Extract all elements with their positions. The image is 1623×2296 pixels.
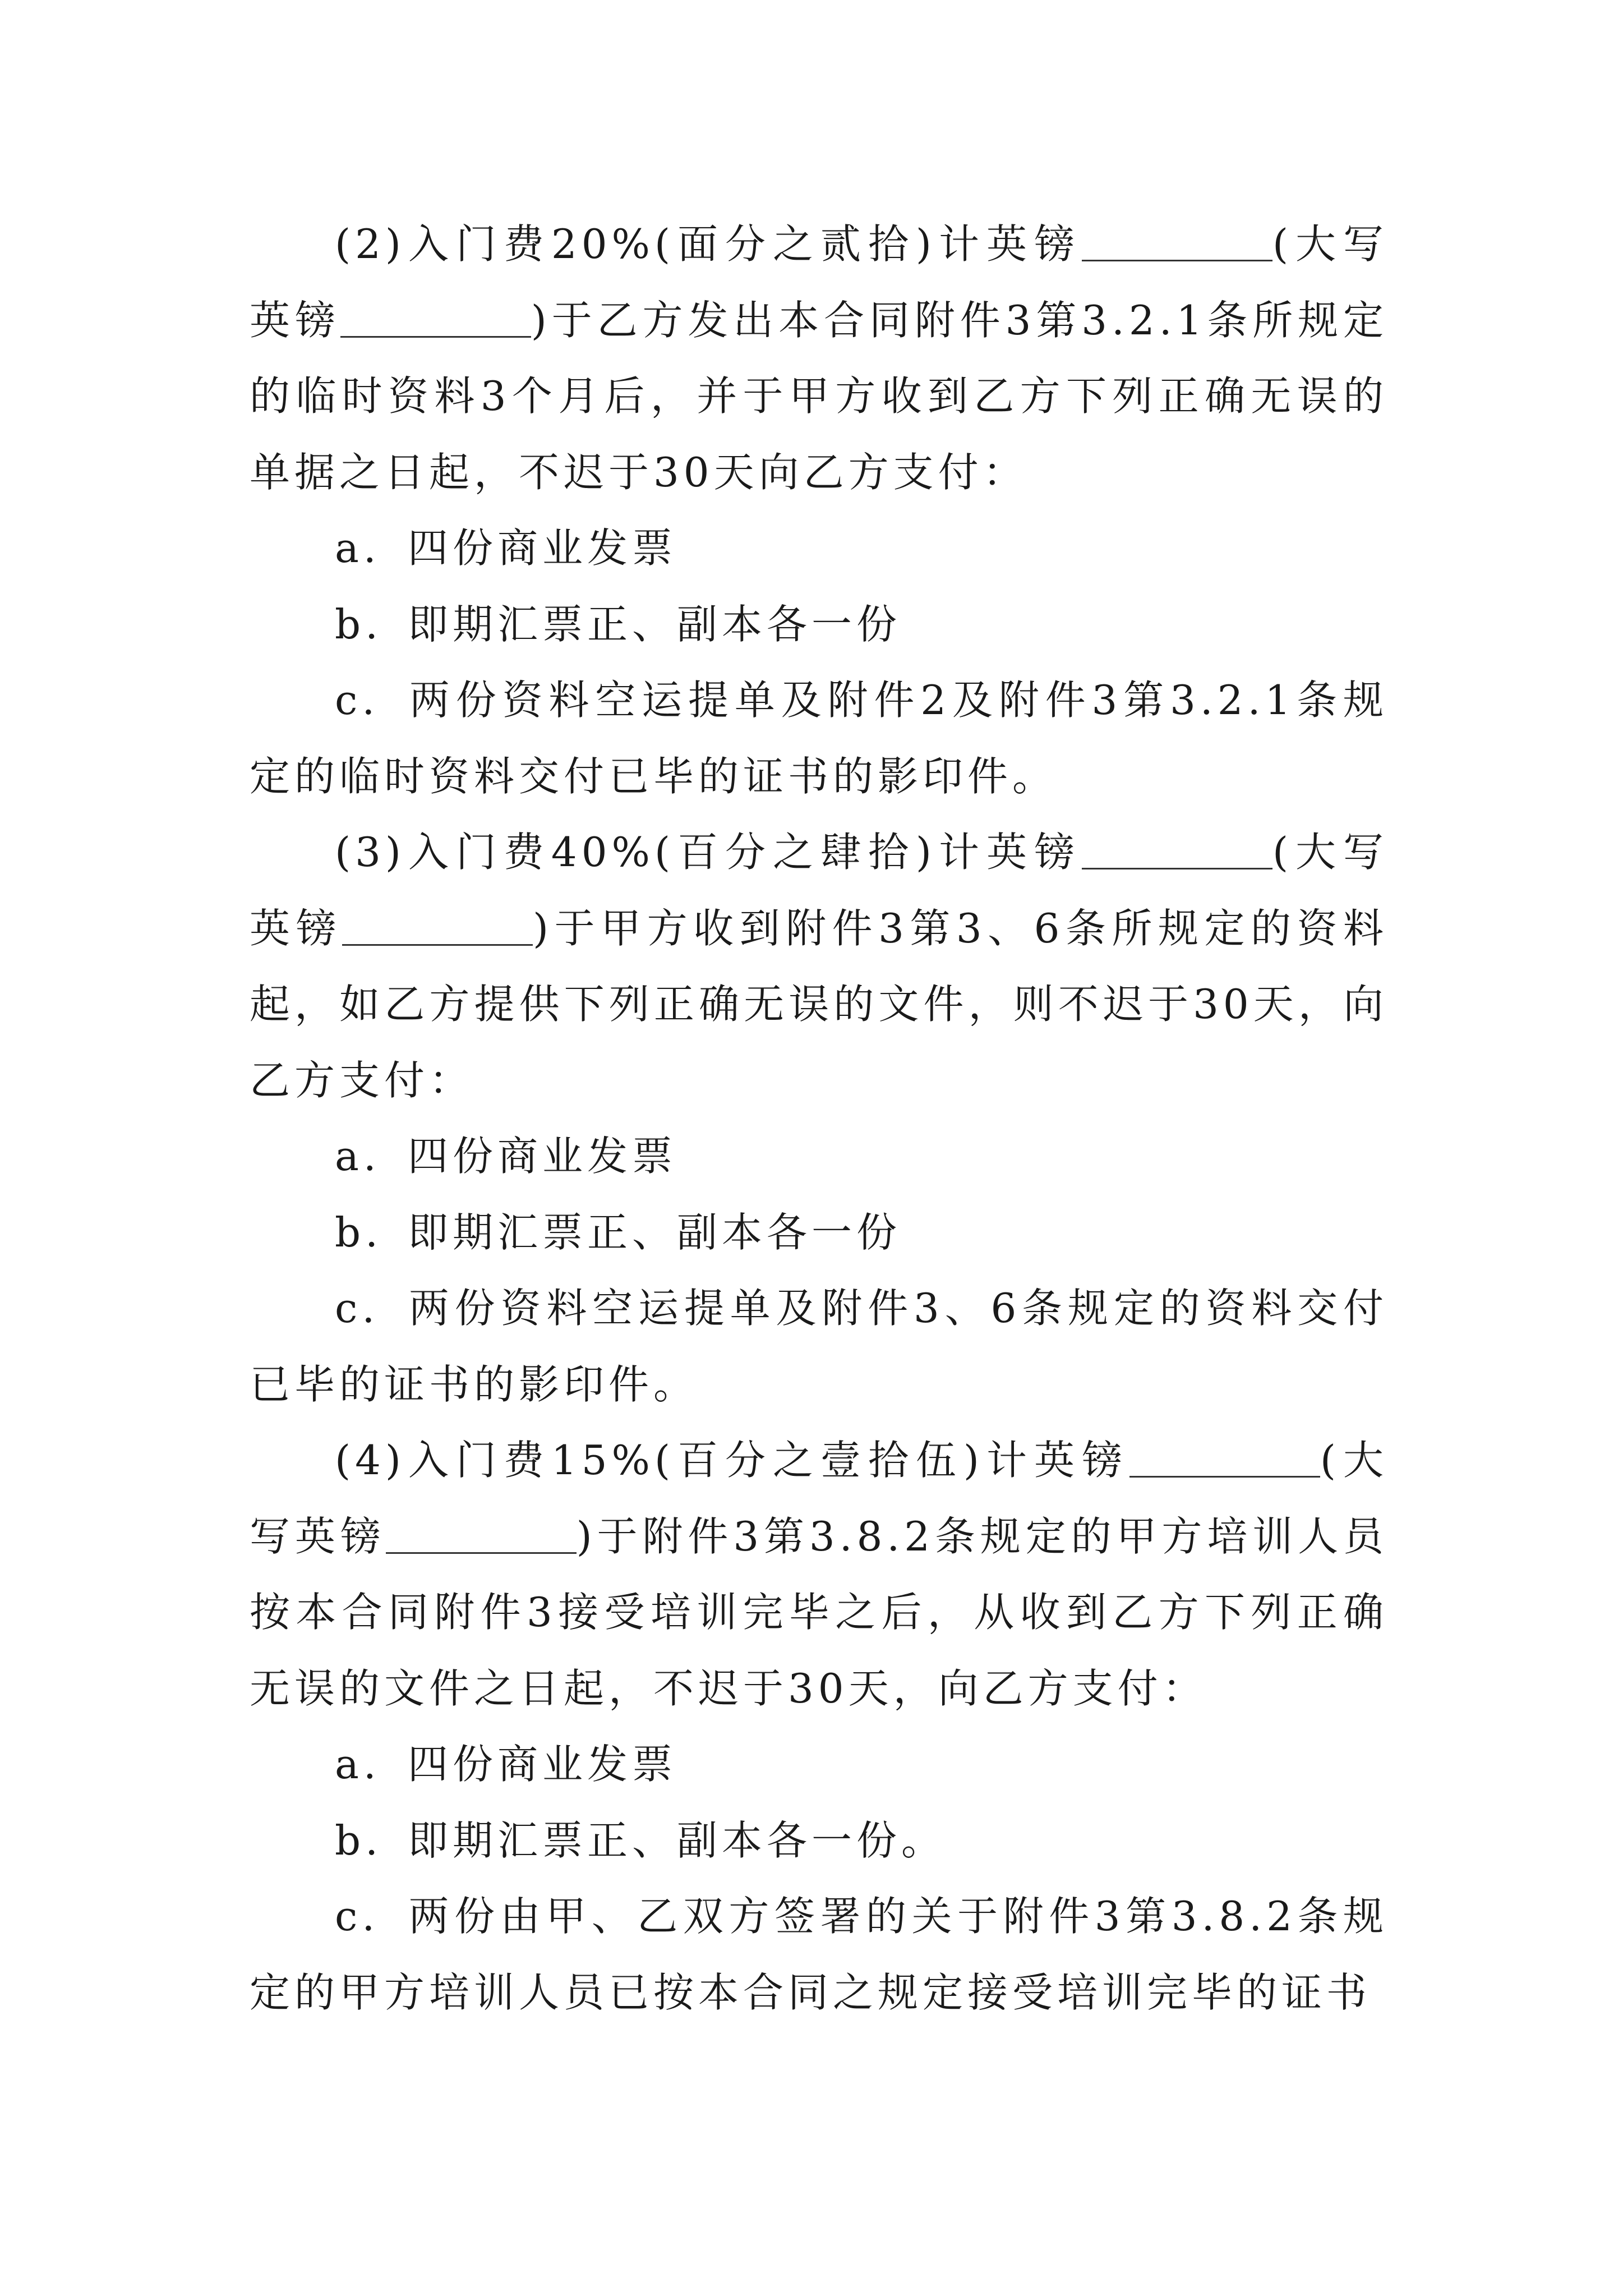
item-letter: c. (335, 1285, 380, 1332)
item-text: 两份由甲、乙双方签署的关于附件3第3.8.2条规定的甲方培训人员已按本合同之规定接受培训完毕的证书 (250, 1893, 1388, 2016)
list-item (250, 1727, 1388, 1803)
clause-3-paragraph (250, 815, 1388, 1119)
list-item (250, 1195, 1388, 1271)
list-item (250, 1803, 1388, 1879)
clause-2-paragraph (250, 206, 1388, 510)
item-letter: b. (335, 600, 382, 648)
clause-3-mid1: (大写英镑 (250, 829, 1389, 952)
item-text: 四份商业发票 (408, 1741, 677, 1788)
amount-words-blank (340, 296, 531, 338)
item-text: 两份资料空运提单及附件3、6条规定的资料交付已毕的证书的影印件。 (250, 1285, 1388, 1408)
item-text: 即期汇票正、副本各一份 (408, 1208, 902, 1256)
item-letter: c. (335, 1893, 380, 1940)
clause-2-intro: (2)入门费20%(面分之贰拾)计英镑 (335, 220, 1082, 268)
item-letter: b. (335, 1816, 382, 1864)
item-text: 即期汇票正、副本各一份 (408, 600, 902, 648)
clause-3-intro: (3)入门费40%(百分之肆拾)计英镑 (335, 829, 1082, 876)
amount-blank (1082, 219, 1272, 261)
item-text: 两份资料空运提单及附件2及附件3第3.2.1条规定的临时资料交付已毕的证书的影印件。 (250, 677, 1388, 800)
item-text: 四份商业发票 (408, 1133, 677, 1180)
clause-4-intro: (4)入门费15%(百分之壹拾伍)计英镑 (335, 1437, 1129, 1484)
item-letter: a. (335, 1133, 381, 1180)
list-item (250, 510, 1388, 587)
clause-3-mid2: )于甲方收到附件3第3、6条所规定的资料起，如乙方提供下列正确无误的文件，则不迟于30天，向乙方支付： (250, 904, 1388, 1104)
item-letter: a. (335, 524, 381, 572)
clause-2-mid2: )于乙方发出本合同附件3第3.2.1条所规定的临时资料3个月后，并于甲方收到乙方下列正确无误的单据之日起，不迟于30天向乙方支付： (250, 296, 1388, 496)
clause-4-mid1: (大写英镑 (250, 1437, 1388, 1560)
clause-2-mid1: (大写英镑 (250, 220, 1389, 344)
amount-words-blank (342, 904, 533, 946)
item-letter: c. (335, 677, 380, 724)
clause-4-mid2: )于附件3第3.8.2条规定的甲方培训人员按本合同附件3接受培训完毕之后，从收到乙方下列正确无误的文件之日起，不迟于30天，向乙方支付： (250, 1512, 1388, 1712)
list-item (250, 662, 1388, 815)
contract-text (250, 206, 1388, 2031)
list-item (250, 1119, 1388, 1195)
amount-words-blank (386, 1512, 577, 1554)
item-text: 四份商业发票 (408, 524, 677, 572)
amount-blank (1082, 827, 1272, 869)
list-item (250, 1879, 1388, 2031)
item-letter: b. (335, 1208, 382, 1256)
list-item (250, 587, 1388, 663)
list-item (250, 1271, 1388, 1423)
item-letter: a. (335, 1741, 381, 1788)
amount-blank (1129, 1435, 1320, 1478)
item-text: 即期汇票正、副本各一份。 (408, 1816, 947, 1864)
clause-4-paragraph (250, 1423, 1388, 1727)
